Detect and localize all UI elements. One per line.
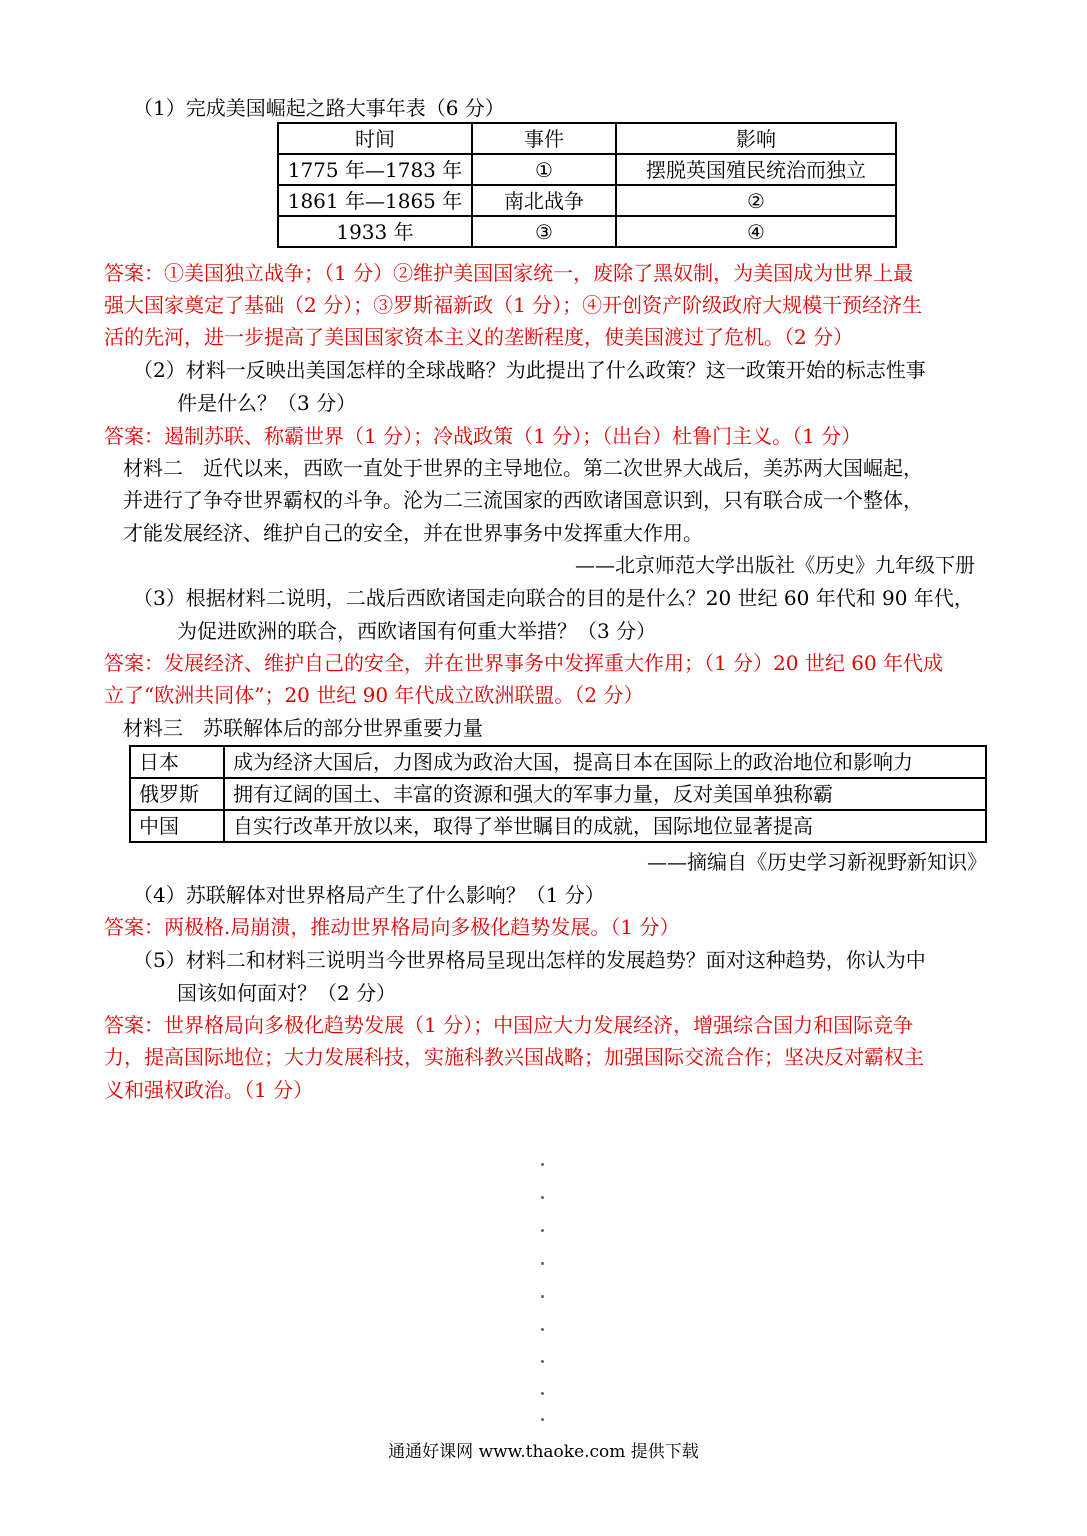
divider-dot (541, 1262, 544, 1265)
question-3-line: （3）根据材料二说明，二战后西欧诸国走向联合的目的是什么？20 世纪 60 年代和 90 年代， (133, 586, 974, 610)
answer-4: 答案：两极格.局崩溃，推动世界格局向多极化趋势发展。（1 分） (104, 915, 680, 939)
material-2-line: 并进行了争夺世界霸权的斗争。沦为二三流国家的西欧诸国意识到，只有联合成一个整体， (123, 488, 923, 512)
table-cell: 日本 (130, 746, 224, 778)
table-cell: 1933 年 (278, 216, 472, 247)
question-1: （1）完成美国崛起之路大事年表（6 分） (133, 96, 505, 120)
divider-dot (541, 1392, 544, 1395)
table-cell: ② (616, 185, 896, 216)
answer-5-line: 力，提高国际地位；大力发展科技，实施科教兴国战略；加强国际交流合作；坚决反对霸权主 (104, 1045, 924, 1069)
table-header-cell: 影响 (616, 123, 896, 154)
table-cell: 拥有辽阔的国土、丰富的资源和强大的军事力量，反对美国单独称霸 (224, 778, 986, 810)
question-2-line: 件是什么？（3 分） (177, 391, 357, 415)
table-row (278, 185, 896, 216)
table-cell: 自实行改革开放以来，取得了举世瞩目的成就，国际地位显著提高 (224, 810, 986, 842)
question-5-line: （5）材料二和材料三说明当今世界格局呈现出怎样的发展趋势？面对这种趋势，你认为中 (133, 948, 926, 972)
divider-dot (541, 1196, 544, 1199)
table-cell: 1861 年—1865 年 (278, 185, 472, 216)
table-cell: 南北战争 (472, 185, 616, 216)
table-header-cell: 事件 (472, 123, 616, 154)
powers-table (129, 745, 987, 843)
answer-1-line: 强大国家奠定了基础（2 分）；③罗斯福新政（1 分）；④开创资产阶级政府大规模干预经济生 (104, 293, 923, 317)
answer-1-line: 答案：①美国独立战争；（1 分）②维护美国国家统一，废除了黑奴制，为美国成为世界上最 (104, 261, 914, 285)
answer-3-line: 立了“欧洲共同体”；20 世纪 90 年代成立欧洲联盟。（2 分） (104, 683, 644, 707)
table-row (130, 778, 986, 810)
answer-1-line: 活的先河，进一步提高了美国国家资本主义的垄断程度，使美国渡过了危机。（2 分） (104, 325, 854, 349)
table-cell: 摆脱英国殖民统治而独立 (616, 154, 896, 185)
table-header-row (278, 123, 896, 154)
answer-5-line: 答案：世界格局向多极化趋势发展（1 分）；中国应大力发展经济，增强综合国力和国际竞争 (104, 1013, 914, 1037)
table-row (278, 216, 896, 247)
table-row (130, 810, 986, 842)
table-cell: ① (472, 154, 616, 185)
answer-5-line: 义和强权政治。（1 分） (104, 1078, 314, 1102)
divider-dot (541, 1418, 544, 1421)
divider-dot (541, 1328, 544, 1331)
divider-dot (541, 1163, 544, 1166)
divider-dot (541, 1229, 544, 1232)
question-2-line: （2）材料一反映出美国怎样的全球战略？为此提出了什么政策？这一政策开始的标志性事 (133, 358, 926, 382)
table-cell: 成为经济大国后，力图成为政治大国，提高日本在国际上的政治地位和影响力 (224, 746, 986, 778)
page-footer: 通通好课网 www.thaoke.com 提供下载 (388, 1442, 699, 1462)
table-cell: ④ (616, 216, 896, 247)
events-table (277, 122, 897, 248)
table-cell: ③ (472, 216, 616, 247)
table-row (278, 154, 896, 185)
question-5-line: 国该如何面对？（2 分） (177, 981, 397, 1005)
material-2-line: 才能发展经济、维护自己的安全，并在世界事务中发挥重大作用。 (123, 521, 703, 545)
material-2-source: ——北京师范大学出版社《历史》九年级下册 (575, 553, 975, 577)
divider-dot (541, 1295, 544, 1298)
material-3-source: ——摘编自《历史学习新视野新知识》 (647, 850, 987, 874)
table-row (130, 746, 986, 778)
table-cell: 1775 年—1783 年 (278, 154, 472, 185)
divider-dot (541, 1360, 544, 1363)
question-3-line: 为促进欧洲的联合，西欧诸国有何重大举措？（3 分） (177, 619, 657, 643)
table-header-cell: 时间 (278, 123, 472, 154)
table-cell: 俄罗斯 (130, 778, 224, 810)
material-3-title: 材料三 苏联解体后的部分世界重要力量 (123, 716, 483, 740)
question-4: （4）苏联解体对世界格局产生了什么影响？（1 分） (133, 883, 605, 907)
table-cell: 中国 (130, 810, 224, 842)
answer-3-line: 答案：发展经济、维护自己的安全，并在世界事务中发挥重大作用；（1 分）20 世纪 60 年代成 (104, 651, 944, 675)
material-2-line: 材料二 近代以来，西欧一直处于世界的主导地位。第二次世界大战后，美苏两大国崛起， (123, 456, 923, 480)
answer-2: 答案：遏制苏联、称霸世界（1 分）；冷战政策（1 分）；（出台）杜鲁门主义。（1 分） (104, 424, 862, 448)
